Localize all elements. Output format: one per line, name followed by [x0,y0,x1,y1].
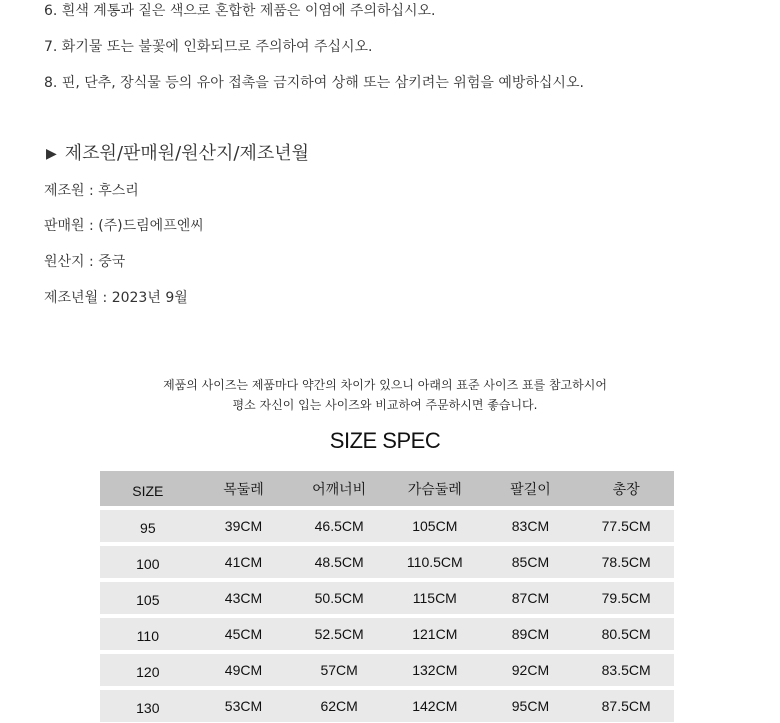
table-cell: 130 [100,688,196,722]
size-spec-title: SIZE SPEC [329,428,441,453]
table-cell: 95 [100,508,196,544]
origin-text: 원산지 : 중국 [44,254,126,270]
table-cell: 78.5CM [578,544,674,580]
size-notice-line1: 제품의 사이즈는 제품마다 약간의 차이가 있으니 아래의 표준 사이즈 표를 참고하시어 [163,378,607,392]
table-cell: 121CM [387,616,483,652]
size-notice-line2: 평소 자신이 입는 사이즈와 비교하여 주문하시면 좋습니다. [232,398,538,412]
size-spec-table [100,471,674,722]
column-header: 어깨너비 [291,471,387,508]
table-cell: 46.5CM [291,508,387,544]
table-cell: 142CM [387,688,483,722]
care-note-7: 7. 화기물 또는 불꽃에 인화되므로 주의하여 주십시오. [44,39,373,55]
triangle-right-icon: ▶ [46,146,57,162]
table-cell: 132CM [387,652,483,688]
table-cell: 115CM [387,580,483,616]
table-cell: 83.5CM [578,652,674,688]
table-cell: 43CM [196,580,292,616]
table-cell: 85CM [483,544,579,580]
manufacturer-text: 제조원 : 후스리 [44,183,139,199]
table-row [100,652,674,688]
column-header: 팔길이 [483,471,579,508]
table-cell: 105CM [387,508,483,544]
section-heading [46,139,309,165]
section-title-text: 제조원/판매원/원산지/제조년월 [64,143,310,164]
table-row [100,544,674,580]
table-cell: 39CM [196,508,292,544]
table-cell: 52.5CM [291,616,387,652]
table-row [100,616,674,652]
table-row [100,580,674,616]
care-note-6: 6. 흰색 계통과 짙은 색으로 혼합한 제품은 이염에 주의하십시오. [44,3,436,19]
care-note-8: 8. 핀, 단추, 장식물 등의 유아 접촉을 금지하여 상해 또는 삼키려는 위험을 예방하십시오. [44,75,584,91]
table-cell: 89CM [483,616,579,652]
table-cell: 83CM [483,508,579,544]
table-cell: 120 [100,652,196,688]
table-cell: 105 [100,580,196,616]
table-cell: 49CM [196,652,292,688]
table-cell: 57CM [291,652,387,688]
table-cell: 110.5CM [387,544,483,580]
column-header: 총장 [578,471,674,508]
column-header: 가슴둘레 [387,471,483,508]
table-cell: 77.5CM [578,508,674,544]
table-cell: 80.5CM [578,616,674,652]
table-cell: 110 [100,616,196,652]
column-header: 목둘레 [196,471,292,508]
table-body [100,508,674,722]
table-cell: 41CM [196,544,292,580]
table-cell: 87CM [483,580,579,616]
table-cell: 100 [100,544,196,580]
table-cell: 48.5CM [291,544,387,580]
seller-text: 판매원 : (주)드림에프엔씨 [44,218,204,234]
table-cell: 92CM [483,652,579,688]
table-cell: 62CM [291,688,387,722]
table-cell: 50.5CM [291,580,387,616]
table-row [100,508,674,544]
table-cell: 95CM [483,688,579,722]
table-header-row [100,471,674,508]
table-cell: 53CM [196,688,292,722]
table-row [100,688,674,722]
manufacture-date-text: 제조년월 : 2023년 9월 [44,290,188,306]
column-header: SIZE [100,471,196,508]
table-cell: 79.5CM [578,580,674,616]
table-cell: 45CM [196,616,292,652]
table-cell: 87.5CM [578,688,674,722]
